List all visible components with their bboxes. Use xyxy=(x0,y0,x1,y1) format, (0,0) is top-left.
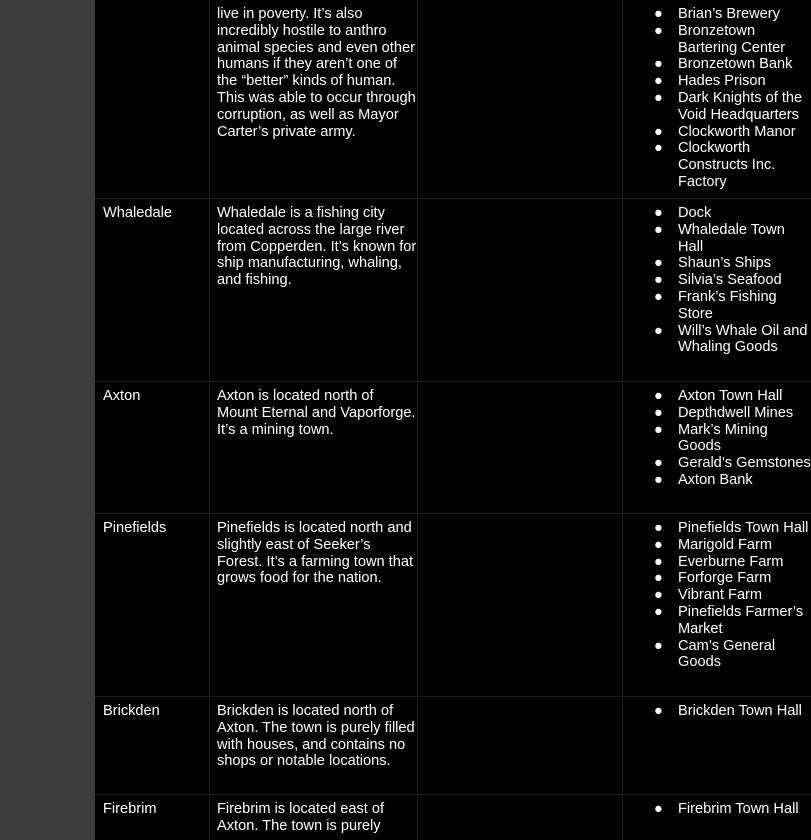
bullet-icon: ● xyxy=(654,404,663,421)
bullet-icon: ● xyxy=(654,570,663,587)
list-item: ● Marigold Farm xyxy=(654,536,773,553)
list-item: ● Forforge Farm xyxy=(654,570,772,587)
bullet-icon: ● xyxy=(654,288,663,305)
bullet-icon: ● xyxy=(654,801,663,817)
list-item: ● Pinefields Farmer’s Market xyxy=(654,603,804,637)
table-row-divider xyxy=(95,513,811,514)
bullet-icon: ● xyxy=(654,322,663,339)
left-margin-panel xyxy=(0,0,95,840)
bullet-icon: ● xyxy=(654,388,663,404)
list-item: ● Brian’s Brewery xyxy=(654,6,780,22)
list-item: ● Vibrant Farm xyxy=(654,587,763,604)
town-description: Brickden is located north of Axton. The town is purely filled with houses, and contains no shops or notable locations. xyxy=(217,703,415,770)
town-locations-list xyxy=(652,205,811,356)
town-name: Pinefields xyxy=(103,520,167,536)
town-locations-list xyxy=(652,703,811,720)
town-description: live in poverty. It’s also incredibly hostile to anthro animal species and even other humans if they aren’t one of the “better” kinds of human. This was able to occur through corruption, as well as Mayor Carter’s private army. xyxy=(217,6,416,140)
town-description: Whaledale is a fishing city located across the large river from Copperden. It’s known for ship manufacturing, whaling, and fishing. xyxy=(217,205,417,289)
list-item: ● Depthdwell Mines xyxy=(654,404,794,421)
bullet-icon: ● xyxy=(654,421,663,438)
bullet-icon: ● xyxy=(654,89,663,106)
list-item: ● Clockworth Constructs Inc. Factory xyxy=(654,140,776,190)
bullet-icon: ● xyxy=(654,22,663,39)
town-description: Pinefields is located north and slightly east of Seeker’s Forest. It’s a farming town that grows food for the nation. xyxy=(217,520,414,587)
bullet-icon: ● xyxy=(654,205,663,221)
list-item: ● Bronzetown Bartering Center xyxy=(654,22,786,56)
bullet-icon: ● xyxy=(654,553,663,570)
list-item: ● Dock xyxy=(654,205,712,221)
list-item: ● Whaledale Town Hall xyxy=(654,221,785,255)
bullet-icon: ● xyxy=(654,703,663,719)
list-item: ● Will’s Whale Oil and Whaling Goods xyxy=(654,322,808,356)
list-item: ● Brickden Town Hall xyxy=(654,703,802,719)
list-item: ● Gerald’s Gemstones xyxy=(654,455,811,472)
bullet-icon: ● xyxy=(654,221,663,238)
table-column-divider xyxy=(209,0,210,840)
town-locations-list xyxy=(652,388,811,489)
bullet-icon: ● xyxy=(654,637,663,654)
table-column-divider xyxy=(622,0,623,840)
list-item: ● Firebrim Town Hall xyxy=(654,801,799,817)
bullet-icon: ● xyxy=(654,73,663,90)
bullet-icon: ● xyxy=(654,603,663,620)
bullet-icon: ● xyxy=(654,272,663,289)
town-name: Firebrim xyxy=(103,801,157,817)
bullet-icon: ● xyxy=(654,536,663,553)
list-item: ● Clockworth Manor xyxy=(654,123,796,140)
list-item: ● Hades Prison xyxy=(654,73,766,90)
list-item: ● Bronzetown Bank xyxy=(654,56,793,73)
list-item: ● Cam’s General Goods xyxy=(654,637,776,671)
bullet-icon: ● xyxy=(654,140,663,157)
bullet-icon: ● xyxy=(654,471,663,488)
table-column-divider xyxy=(417,0,418,840)
list-item: ● Mark’s Mining Goods xyxy=(654,421,768,455)
town-locations-list xyxy=(652,6,811,191)
list-item: ● Pinefields Town Hall xyxy=(654,520,809,536)
bullet-icon: ● xyxy=(654,6,663,22)
table-row-divider xyxy=(95,794,811,795)
town-description: Firebrim is located east of Axton. The town is purely xyxy=(217,801,385,834)
town-locations-list xyxy=(652,801,811,818)
bullet-icon: ● xyxy=(654,123,663,140)
list-item: ● Dark Knights of the Void Headquarters xyxy=(654,89,803,123)
town-name: Axton xyxy=(103,388,141,404)
table-row-divider xyxy=(95,198,811,199)
bullet-icon: ● xyxy=(654,455,663,472)
list-item: ● Everburne Farm xyxy=(654,553,784,570)
town-description: Axton is located north of Mount Eternal and Vaporforge. It’s a mining town. xyxy=(217,388,416,438)
list-item: ● Silvia’s Seafood xyxy=(654,272,782,289)
document-page[interactable] xyxy=(95,0,811,840)
bullet-icon: ● xyxy=(654,255,663,272)
bullet-icon: ● xyxy=(654,56,663,73)
bullet-icon: ● xyxy=(654,587,663,604)
table-row-divider xyxy=(95,381,811,382)
bullet-icon: ● xyxy=(654,520,663,536)
list-item: ● Axton Bank xyxy=(654,471,753,488)
list-item: ● Frank’s Fishing Store xyxy=(654,288,777,322)
list-item: ● Shaun’s Ships xyxy=(654,255,772,272)
town-locations-list xyxy=(652,520,811,671)
town-name: Brickden xyxy=(103,703,160,719)
table-row-divider xyxy=(95,696,811,697)
town-name: Whaledale xyxy=(103,205,172,221)
list-item: ● Axton Town Hall xyxy=(654,388,783,404)
